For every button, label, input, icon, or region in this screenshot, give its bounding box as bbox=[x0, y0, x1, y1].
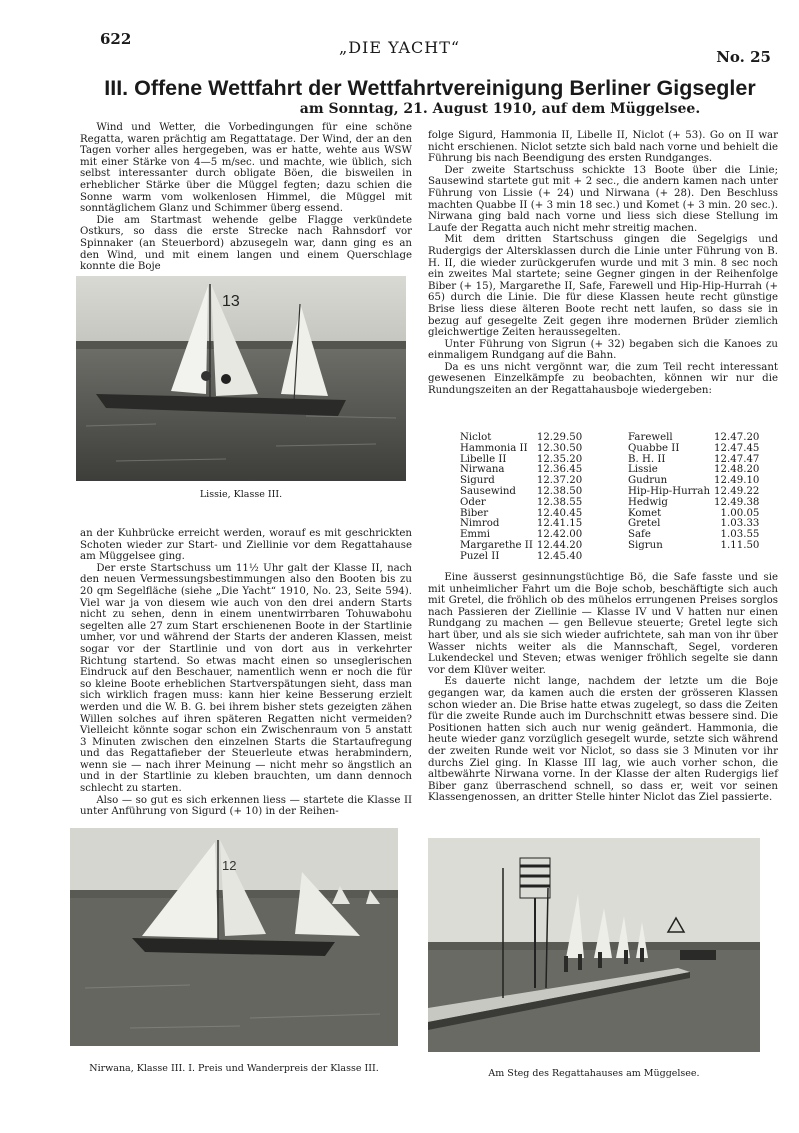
rounding-time: 1.00.05 bbox=[720, 507, 760, 519]
rounding-time: 12.38.55 bbox=[536, 496, 583, 508]
paragraph: Wind und Wetter, die Vorbedingungen für eine schöne Regatta, waren prächtig am Regattatage. Der Wind, der an den Tagen vorher alles hergegeben, was er hatte, wehte aus WSW mit einer Stärke von 4—5 m/sec. und machte, wie üblich, sich selbst interessanter durch obligate Böen, die bisweilen in erheblicher Stärke über die Müggel fegten; dazu schien die Sonne warm vom wolkenlosen Himmel, die Müggel mit sonntäglichem Glanz und Schimmer überg essend. bbox=[80, 122, 412, 215]
rounding-time: 12.35.20 bbox=[536, 453, 583, 465]
paragraph: Da es uns nicht vergönnt war, die zum Teil recht interessant gewesenen Einzelkämpfe zu beobachten, können wir nur die Rundungszeiten an der Regattahausboje wiedergeben: bbox=[428, 361, 778, 397]
boat-name: Hammonia II bbox=[460, 442, 528, 454]
paragraph: Also — so gut es sich erkennen liess — startete die Klasse II unter Anführung von Sigurd (+ 10) in der Reihen- bbox=[80, 794, 412, 818]
sailboat-photo bbox=[76, 276, 406, 481]
rounding-time: 12.47.20 bbox=[714, 432, 760, 443]
table-row bbox=[458, 498, 590, 509]
boat-name: Safe bbox=[628, 529, 651, 541]
boat-name: Sausewind bbox=[460, 485, 516, 497]
rounding-time: 12.44.20 bbox=[536, 539, 583, 551]
column2-bottom-text bbox=[428, 572, 778, 804]
rounding-time: 12.41.15 bbox=[536, 518, 583, 530]
jetty-photo bbox=[428, 838, 760, 1052]
boat-name: Libelle II bbox=[460, 453, 507, 465]
boat-name: Niclot bbox=[460, 432, 492, 443]
photo3-caption: Am Steg des Regattahauses am Müggelsee. bbox=[488, 1068, 700, 1079]
boat-name: Sigurd bbox=[460, 475, 495, 487]
paragraph: Es dauerte nicht lange, nachdem der letzte um die Boje gegangen war, da kamen auch die ersten der grösseren Klassen schon wieder an. Die Brise hatte etwas zugelegt, so dass die Zeiten für die zweite Runde auch im Durchschnitt etwas bessere sind. Die Positionen hatten sich auch nur wenig geändert. Hammonia, die heute wieder ganz vorzüglich gesegelt wurde, setzte sich während der zweiten Runde weit vor Niclot, so dass sie 3 Minuten vor ihr durchs Ziel ging. In Klasse III lag, wie auch vorher schon, die altbewährte Nirwana vorne. In der Klasse der alten Rudergigs lief Biber ganz überraschend schnell, so dass er, weit vor seinen Klassengenossen, an dritter Stelle hinter Niclot das Ziel passierte. bbox=[428, 676, 778, 804]
boat-name: Gudrun bbox=[628, 475, 668, 487]
rounding-time: 1.03.33 bbox=[720, 518, 760, 530]
column1-bottom-text bbox=[80, 528, 412, 818]
times-table-left bbox=[458, 433, 590, 563]
boat-name: Hedwig bbox=[628, 496, 668, 508]
boat-name: Nimrod bbox=[460, 518, 500, 530]
issue-number: No. 25 bbox=[716, 48, 771, 66]
boat-name: Komet bbox=[628, 507, 662, 519]
rounding-time: 12.48.20 bbox=[714, 464, 760, 476]
boat-name: Emmi bbox=[460, 529, 491, 541]
rounding-time: 12.49.10 bbox=[714, 475, 760, 487]
boat-name: Biber bbox=[460, 507, 489, 519]
photo-nirwana bbox=[70, 828, 398, 1046]
paragraph: an der Kuhbrücke erreicht werden, worauf es mit geschrickten Schoten wieder zur Start- und Ziellinie vor dem Regattahause am Müggelsee ging. bbox=[80, 528, 412, 563]
sail-number: 13 bbox=[222, 293, 240, 310]
rounding-time: 12.29.50 bbox=[536, 432, 583, 443]
boat-name: Hip-Hip-Hurrah bbox=[628, 485, 711, 497]
rounding-time: 1.03.55 bbox=[720, 529, 760, 541]
paragraph: Der zweite Startschuss schickte 13 Boote über die Linie; Sausewind startete gut mit + 2 sec., die andern kamen nach unter Führung von Lissie (+ 24) und Nirwana (+ 28). Den Beschluss machten Quabbe II (+ 3 min 18 sec.) und Komet (+ 3 min. 20 sec.). Nirwana ging bald nach vorne und liess sich diese Stellung im Laufe der Regatta auch nicht mehr streitig machen. bbox=[428, 164, 778, 234]
boat-name: Sigrun bbox=[628, 539, 663, 551]
rounding-time: 12.49.22 bbox=[714, 485, 760, 497]
boat-name: Margarethe II bbox=[460, 539, 533, 551]
table-row bbox=[458, 444, 590, 455]
boat-name: Oder bbox=[460, 496, 486, 508]
rounding-time: 12.40.45 bbox=[536, 507, 583, 519]
rounding-time: 12.47.47 bbox=[714, 453, 760, 465]
rounding-time: 12.36.45 bbox=[536, 464, 583, 476]
paragraph: folge Sigurd, Hammonia II, Libelle II, Niclot (+ 53). Go on II war nicht erschienen. Niclot setzte sich bald nach vorne und behielt die Führung bis nach Beendigung des ersten Rundganges. bbox=[428, 130, 778, 165]
paragraph: Der erste Startschuss um 11½ Uhr galt der Klasse II, nach den neuen Vermessungsbestimmungen also den Booten bis zu 20 qm Segelfläche (siehe „Die Yacht“ 1910, No. 23, Seite 594). Viel war ja von diesem wie auch von den drei andern Starts nicht zu sehen, denn in einem unentwirrbaren Tohuwabohu segelten alle 27 zum Start erschienenen Boote in der Startlinie umher, vor und während der Starts der anderen Klassen, meist sogar vor der Startlinie und von dort aus in verkehrter Richtung startend. So etwas macht einen so unseglerischen Eindruck auf den Beschauer, namentlich wenn er noch die für so kleine Boote erheblichen Startverspätungen sieht, dass man sich wirklich fragen muss: kann hier keine Besserung erzielt werden und die W. B. G. bei ihrem bisher stets gezeigten zähen Willen solches auf ihren späteren Regatten nicht vermeiden? Vielleicht könnte sogar schon ein Zwischenraum von 5 anstatt 3 Minuten zwischen den einzelnen Starts die Startaufregung und das Regattafieber der Steuerleute etwas herabmindern, wenn sie — nach ihrer Meinung — nicht mehr so ängstlich an und in der Startlinie zu kleben brauchten, um dann dennoch schlecht zu starten. bbox=[80, 562, 412, 795]
boat-name: B. H. II bbox=[628, 453, 666, 465]
article-title: III. Offene Wettfahrt der Wettfahrtvereinigung Berliner Gigsegler bbox=[104, 76, 756, 100]
photo1-caption: Lissie, Klasse III. bbox=[199, 489, 283, 500]
table-row bbox=[458, 552, 590, 563]
photo-lissie bbox=[76, 276, 406, 481]
rounding-time: 12.49.38 bbox=[714, 496, 760, 508]
page-number: 622 bbox=[100, 30, 132, 48]
boat-name: Gretel bbox=[628, 518, 661, 530]
rounding-time: 12.30.50 bbox=[536, 442, 583, 454]
paragraph: Eine äusserst gesinnungstüchtige Bö, die Safe fasste und sie mit unheimlicher Fahrt um die Boje schob, beschäftigte sich auch mit Gretel, die fröhlich ob des mühelos errungenen Preises sorglos nach Passieren der Ziellinie — Klasse IV und V hatten nur einen Rundgang zu machen — gen Bellevue steuerte; Gretel legte sich hart über, und als sie sich wieder aufrichtete, sah man von ihr über Wasser nichts weiter als die Mannschaft, Segel, vorderen Lukendeckel und Steven; etwas weniger fröhlich segelte sie dann vor dem Klüver weiter. bbox=[428, 572, 778, 676]
rounding-time: 1.11.50 bbox=[720, 539, 760, 551]
boat-name: Quabbe II bbox=[628, 442, 680, 454]
paragraph: Unter Führung von Sigrun (+ 32) begaben sich die Kanoes zu einmaligem Rundgang auf die Bahn. bbox=[428, 338, 778, 362]
sail-number: 12 bbox=[222, 858, 237, 873]
boat-name: Farewell bbox=[628, 432, 673, 443]
rounding-time: 12.47.45 bbox=[714, 442, 760, 454]
boat-name: Lissie bbox=[628, 464, 658, 476]
column1-top-text bbox=[80, 122, 412, 273]
table-row bbox=[626, 444, 767, 455]
rounding-time: 12.37.20 bbox=[536, 475, 583, 487]
sailboat-photo bbox=[70, 828, 398, 1046]
photo-steg bbox=[428, 838, 760, 1052]
article-subtitle: am Sonntag, 21. August 1910, auf dem Müggelsee. bbox=[299, 101, 701, 117]
photo2-caption: Nirwana, Klasse III. I. Preis und Wanderpreis der Klasse III. bbox=[89, 1063, 379, 1074]
column2-top-text bbox=[428, 130, 778, 397]
boat-name: Puzel II bbox=[460, 550, 500, 562]
magazine-title: „DIE YACHT“ bbox=[338, 38, 461, 57]
paragraph: Die am Startmast wehende gelbe Flagge verkündete Ostkurs, so dass die erste Strecke nach Rahnsdorf vor Spinnaker (an Steuerbord) abzusegeln war, dann ging es an den Wind, und mit einem langen und einem Querschlage konnte die Boje bbox=[80, 214, 412, 273]
rounding-time: 12.38.50 bbox=[536, 485, 583, 497]
boat-name: Nirwana bbox=[460, 464, 505, 476]
paragraph: Mit dem dritten Startschuss gingen die Segelgigs und Rudergigs der Altersklassen durch die Linie unter Führung von B. H. II, die wieder zurückgerufen wurde und mit 3 min. 8 sec noch ein zweites Mal startete; seine Gegner gingen in der Reihenfolge Biber (+ 15), Margarethe II, Safe, Farewell und Hip-Hip-Hurrah (+ 65) durch die Linie. Die für diese Klassen heute recht günstige Brise liess diese älteren Boote recht nett laufen, so dass sie in bezug auf gesegelte Zeit gegen ihre modernen Brüder ziemlich gleichwertige Zeiten heraussegelten. bbox=[428, 234, 778, 339]
rounding-time: 12.42.00 bbox=[536, 529, 583, 541]
rounding-time: 12.45.40 bbox=[536, 550, 583, 562]
times-table-right bbox=[626, 433, 767, 552]
table-row bbox=[626, 498, 767, 509]
table-row bbox=[626, 541, 767, 552]
